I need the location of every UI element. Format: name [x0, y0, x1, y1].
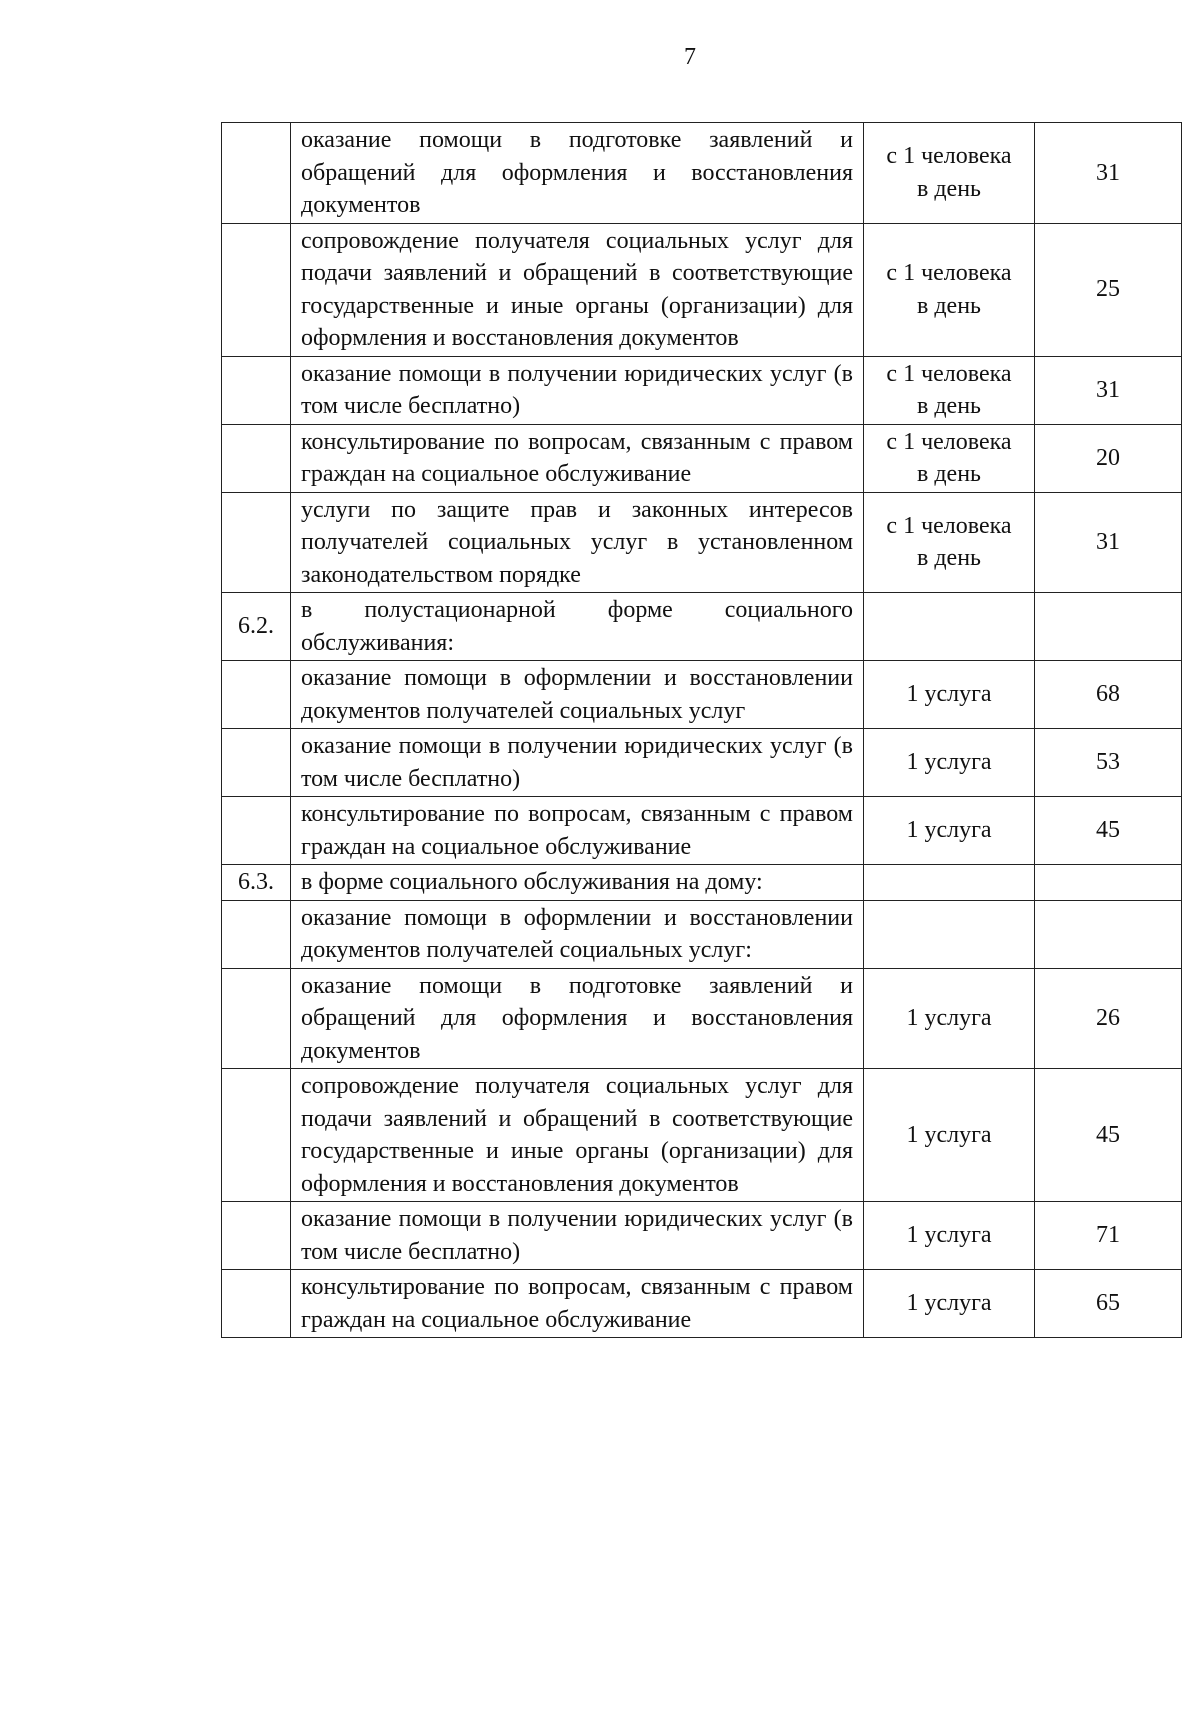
service-unit — [864, 223, 1035, 356]
service-unit — [864, 865, 1035, 901]
row-number — [222, 968, 291, 1069]
table-row — [222, 900, 1182, 968]
service-description: оказание помощи в получении юридических услуг (в том числе бесплатно) — [291, 1202, 864, 1270]
service-tariff: 71 — [1035, 1202, 1182, 1270]
unit-line-2: в день — [917, 175, 981, 202]
service-unit — [864, 123, 1035, 224]
row-number — [222, 1270, 291, 1338]
table-row — [222, 424, 1182, 492]
service-tariff: 31 — [1035, 356, 1182, 424]
unit-line-1: 1 услуга — [906, 1121, 992, 1148]
service-tariff: 45 — [1035, 1069, 1182, 1202]
section-title: в форме социального обслуживания на дому: — [291, 865, 864, 901]
page-number: 7 — [684, 44, 696, 70]
service-unit — [864, 356, 1035, 424]
service-tariff: 31 — [1035, 492, 1182, 593]
table-row — [222, 729, 1182, 797]
service-description: услуги по защите прав и законных интересов получателей социальных услуг в установленном законодательством порядке — [291, 492, 864, 593]
row-number — [222, 424, 291, 492]
service-tariff: 53 — [1035, 729, 1182, 797]
service-description: оказание помощи в подготовке заявлений и обращений для оформления и восстановления документов — [291, 968, 864, 1069]
row-number — [222, 123, 291, 224]
table-row — [222, 123, 1182, 224]
service-unit — [864, 1270, 1035, 1338]
service-description: сопровождение получателя социальных услуг для подачи заявлений и обращений в соответствующие государственные и иные органы (организации) для оформления и восстановления документов — [291, 223, 864, 356]
service-unit — [864, 797, 1035, 865]
service-tariff: 45 — [1035, 797, 1182, 865]
unit-line-1: с 1 человека — [886, 512, 1012, 539]
unit-line-1: 1 услуга — [906, 1290, 992, 1317]
unit-line-2: в день — [917, 461, 981, 487]
section-row — [222, 593, 1182, 661]
service-tariff — [1035, 865, 1182, 901]
row-number — [222, 1069, 291, 1202]
services-tariff-table — [221, 122, 1182, 1338]
table-row — [222, 356, 1182, 424]
unit-line-1: с 1 человека — [886, 428, 1012, 455]
unit-line-1: с 1 человека — [886, 360, 1012, 387]
unit-line-1: с 1 человека — [886, 260, 1012, 286]
table-row — [222, 797, 1182, 865]
unit-line-1: 1 услуга — [906, 1005, 992, 1031]
section-number: 6.3. — [222, 865, 291, 901]
table-row — [222, 968, 1182, 1069]
table-row — [222, 661, 1182, 729]
service-unit — [864, 492, 1035, 593]
service-unit — [864, 968, 1035, 1069]
section-row — [222, 865, 1182, 901]
service-description: оказание помощи в оформлении и восстановлении документов получателей социальных услуг: — [291, 900, 864, 968]
service-tariff: 25 — [1035, 223, 1182, 356]
service-unit — [864, 424, 1035, 492]
service-description: консультирование по вопросам, связанным с правом граждан на социальное обслуживание — [291, 1270, 864, 1338]
unit-line-1: 1 услуга — [906, 1222, 992, 1249]
section-number: 6.2. — [222, 593, 291, 661]
service-unit — [864, 593, 1035, 661]
service-description: сопровождение получателя социальных услуг для подачи заявлений и обращений в соответствующие государственные и иные органы (организации) для оформления и восстановления документов — [291, 1069, 864, 1202]
service-description: оказание помощи в оформлении и восстановлении документов получателей социальных услуг — [291, 661, 864, 729]
row-number — [222, 661, 291, 729]
section-title: в полустационарной форме социального обслуживания: — [291, 593, 864, 661]
unit-line-1: 1 услуга — [906, 749, 992, 776]
service-description: консультирование по вопросам, связанным с правом граждан на социальное обслуживание — [291, 424, 864, 492]
table-row — [222, 1270, 1182, 1338]
table-row — [222, 1202, 1182, 1270]
service-description: оказание помощи в получении юридических услуг (в том числе бесплатно) — [291, 356, 864, 424]
service-unit — [864, 900, 1035, 968]
row-number — [222, 223, 291, 356]
table-row — [222, 1069, 1182, 1202]
row-number — [222, 729, 291, 797]
unit-line-1: с 1 человека — [886, 143, 1012, 170]
service-unit — [864, 661, 1035, 729]
service-tariff: 65 — [1035, 1270, 1182, 1338]
service-unit — [864, 1069, 1035, 1202]
row-number — [222, 797, 291, 865]
service-unit — [864, 729, 1035, 797]
service-tariff — [1035, 593, 1182, 661]
service-description: консультирование по вопросам, связанным с правом граждан на социальное обслуживание — [291, 797, 864, 865]
row-number — [222, 492, 291, 593]
service-tariff: 68 — [1035, 661, 1182, 729]
unit-line-1: 1 услуга — [906, 681, 992, 708]
unit-line-2: в день — [917, 545, 981, 572]
service-tariff — [1035, 900, 1182, 968]
service-tariff: 31 — [1035, 123, 1182, 224]
service-description: оказание помощи в получении юридических услуг (в том числе бесплатно) — [291, 729, 864, 797]
row-number — [222, 1202, 291, 1270]
table-row — [222, 492, 1182, 593]
row-number — [222, 900, 291, 968]
service-tariff: 20 — [1035, 424, 1182, 492]
unit-line-2: в день — [917, 393, 981, 419]
row-number — [222, 356, 291, 424]
table-row — [222, 223, 1182, 356]
service-description: оказание помощи в подготовке заявлений и обращений для оформления и восстановления документов — [291, 123, 864, 224]
unit-line-1: 1 услуга — [906, 817, 992, 844]
service-tariff: 26 — [1035, 968, 1182, 1069]
unit-line-2: в день — [917, 292, 981, 319]
service-unit — [864, 1202, 1035, 1270]
